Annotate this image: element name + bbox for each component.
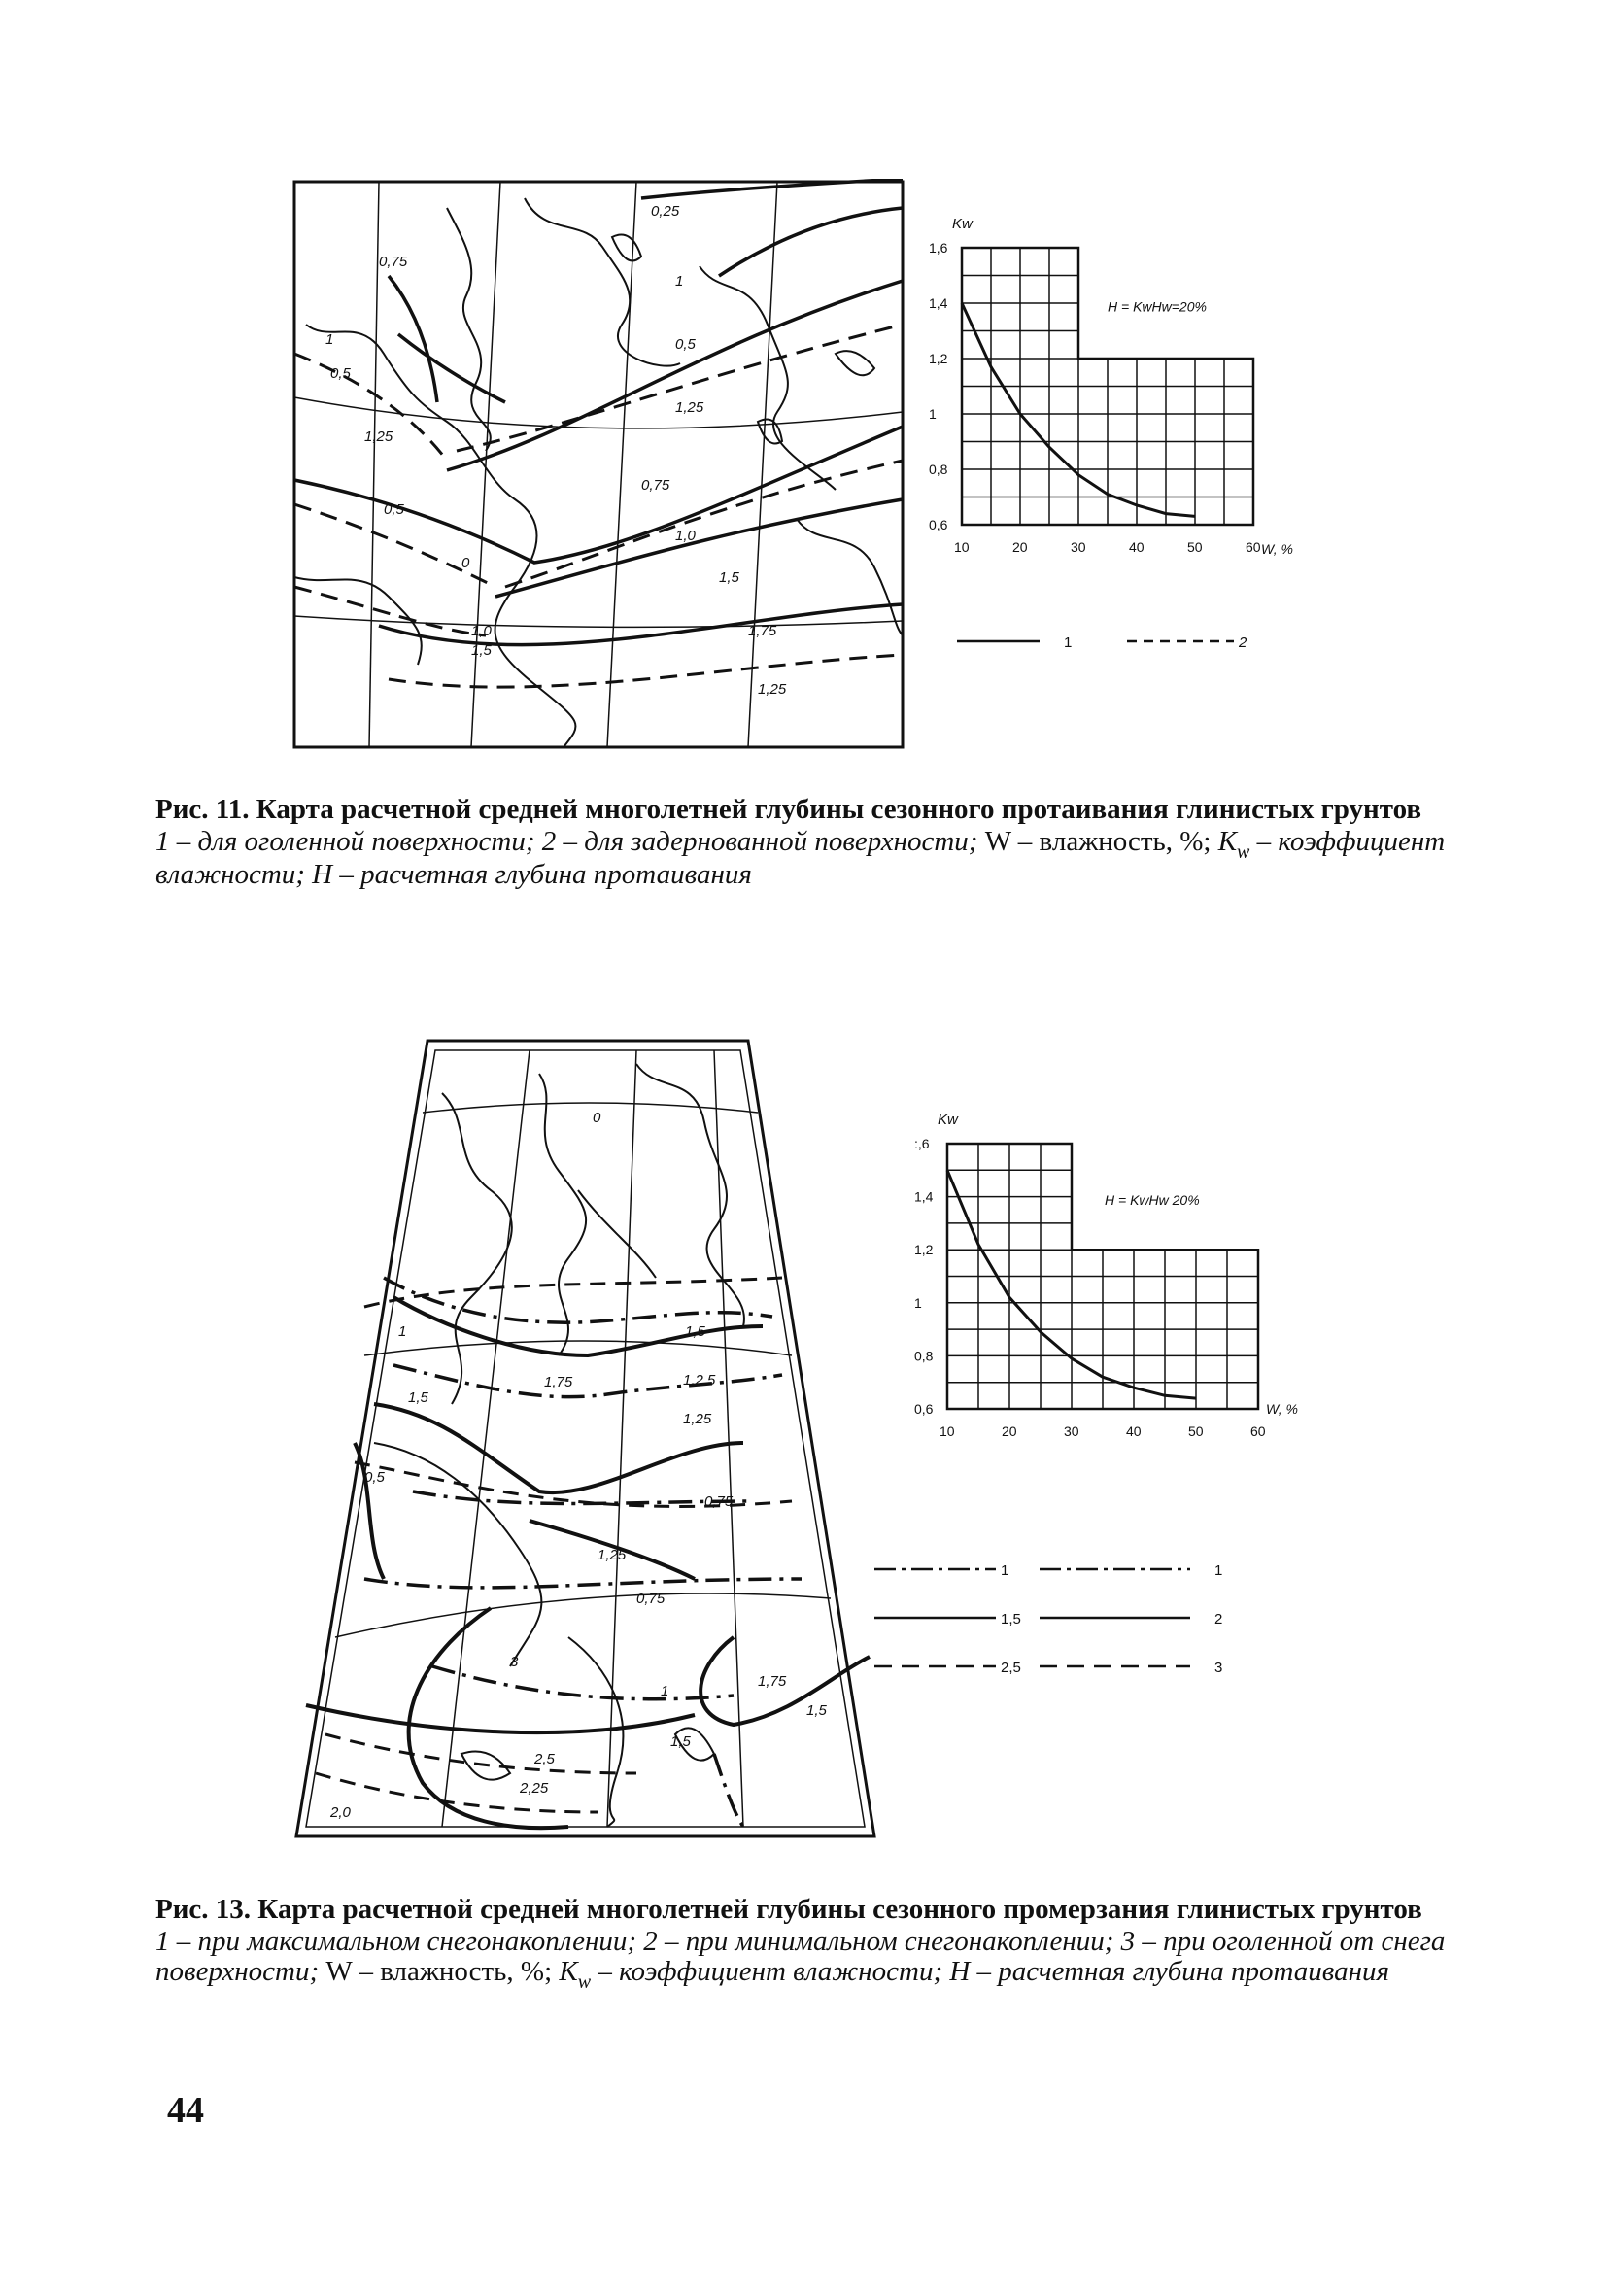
fig11-map-label: 1,5	[471, 642, 492, 659]
fig13-map-label: 1,75	[544, 1374, 573, 1390]
fig13-kw-chart	[889, 1103, 1316, 1472]
x-axis-label: W, %	[1266, 1401, 1298, 1417]
chart-formula: H = KwHw=20%	[1108, 298, 1207, 315]
fig13-map-label: 2,0	[330, 1804, 351, 1821]
fig11-map-label: 1,25	[364, 428, 393, 445]
fig13-legend-k: K	[559, 1956, 578, 1987]
fig13-legend-number: 1	[1214, 1562, 1223, 1579]
x-tick-label: 60	[1246, 539, 1261, 555]
x-tick-label: 20	[1012, 539, 1028, 555]
fig13-map-label: 1,5	[408, 1389, 428, 1406]
fig13-title: Карта расчетной средней многолетней глубины сезонного промерзания глинистых грунтов	[257, 1894, 1422, 1925]
y-tick-label: 1,2	[929, 351, 948, 366]
fig13-map-label: 1,2 5	[683, 1372, 716, 1388]
chart-grid	[962, 248, 1253, 525]
fig13-map-label: 1	[661, 1683, 669, 1699]
fig11-map-label: 1,5	[719, 569, 739, 586]
fig13-map-label: 1	[398, 1323, 407, 1340]
chart-formula: H = KwHw 20%	[1105, 1191, 1200, 1208]
y-axis-label: Kw	[938, 1112, 958, 1128]
fig11-map-label: 0,5	[675, 336, 696, 353]
fig11-map-label: 0	[461, 555, 470, 571]
fig13-map-label: 0,75	[704, 1493, 734, 1510]
fig11-map-label: 0,5	[330, 365, 351, 382]
fig11-legend-k: K	[1217, 826, 1238, 857]
y-tick-label: 0,6	[914, 1401, 934, 1417]
y-tick-label: 1	[914, 1294, 922, 1311]
fig11-map-label: 0,25	[651, 203, 680, 220]
fig11-map-label: 1	[325, 331, 334, 348]
fig11-legend-tail: – коэффициент влажности; H – расчетная глубина протаивания	[155, 826, 1446, 890]
y-axis-label: Kw	[952, 216, 973, 232]
y-tick-label: 1	[929, 406, 937, 422]
fig13-legend-label: 2,5	[1001, 1660, 1021, 1676]
y-tick-label: 1,6	[929, 240, 948, 256]
fig13-map-label: 1,25	[683, 1411, 712, 1427]
fig13-legend-text: 1 – при максимальном снегонакоплении; 2 – при минимальном снегонакоплении; 3 – при оголенной от снега поверхности;	[155, 1926, 1446, 1987]
fig13-map-label: 1,75	[758, 1673, 787, 1690]
fig13-legend-number: 2	[1214, 1611, 1223, 1628]
x-axis-label: W, %	[1261, 541, 1293, 557]
fig13-map-label: 1,25	[598, 1547, 627, 1563]
fig11-legend-label-2: 2	[1239, 634, 1247, 651]
y-tick-label: 0,8	[929, 462, 948, 477]
x-tick-label: 30	[1071, 539, 1086, 555]
fig13-map-label: 0,5	[364, 1469, 385, 1486]
page-number: 44	[167, 2090, 204, 2131]
x-tick-label: 10	[940, 1423, 955, 1439]
fig13-legend-label: 1	[1001, 1562, 1009, 1579]
fig11-map-label: 1,0	[471, 623, 492, 639]
x-tick-label: 50	[1187, 539, 1203, 555]
fig13-map-label: 1,5	[806, 1702, 827, 1719]
fig13-legend-k-sub: w	[577, 1971, 592, 1993]
fig11-map-label: 0,5	[384, 501, 404, 518]
fig13-legend	[870, 1545, 1258, 1691]
x-tick-label: 40	[1126, 1423, 1142, 1439]
fig11-legend-k-sub: w	[1237, 841, 1250, 863]
fig13-map-label: 0,75	[636, 1591, 666, 1607]
fig13-map	[287, 1035, 884, 1843]
x-tick-label: 30	[1064, 1423, 1079, 1439]
x-tick-label: 20	[1002, 1423, 1017, 1439]
fig11-map-label: 1	[675, 273, 684, 290]
fig13-label: Рис. 13.	[155, 1894, 252, 1925]
fig13-legend-w: W – влажность, %;	[325, 1956, 553, 1987]
fig13-legend-label: 1,5	[1001, 1611, 1021, 1628]
x-tick-label: 50	[1188, 1423, 1204, 1439]
fig11-map-label: 0,75	[379, 254, 408, 270]
fig11-map-label: 1,0	[675, 528, 696, 544]
fig11-map-label: 0,75	[641, 477, 670, 494]
fig13-map-label: 1,5	[685, 1323, 705, 1340]
y-tick-label: 0,6	[929, 517, 948, 532]
y-tick-label: 1,4	[914, 1188, 934, 1205]
fig11-map-label: 1,75	[748, 623, 777, 639]
fig11-map	[291, 179, 906, 750]
fig11-map-label: 1,25	[758, 681, 787, 698]
y-tick-label: 1,4	[929, 295, 948, 311]
fig11-legend-w: W – влажность, %;	[984, 826, 1212, 857]
fig11-label: Рис. 11.	[155, 794, 250, 825]
fig11-kw-chart	[913, 194, 1312, 583]
x-tick-label: 60	[1250, 1423, 1266, 1439]
fig13-legend-number: 3	[1214, 1660, 1223, 1676]
fig13-map-label: 2,25	[520, 1780, 549, 1797]
y-tick-label: 1,2	[914, 1242, 934, 1258]
x-tick-label: 10	[954, 539, 970, 555]
fig11-caption	[155, 795, 1448, 890]
fig11-legend	[952, 622, 1263, 661]
chart-grid	[947, 1144, 1258, 1409]
fig11-legend-text: 1 – для оголенной поверхности; 2 – для задернованной поверхности;	[155, 826, 978, 857]
fig13-map-label: 0	[593, 1110, 601, 1126]
fig11-map-label: 1,25	[675, 399, 704, 416]
y-tick-label: 0,8	[914, 1348, 934, 1364]
fig13-map-label: 3	[510, 1654, 519, 1670]
y-tick-label: :,6	[914, 1136, 930, 1151]
fig13-map-label: 2,5	[534, 1751, 555, 1767]
fig11-legend-label-1: 1	[1064, 634, 1073, 651]
fig13-legend-tail: – коэффициент влажности; H – расчетная глубина протаивания	[598, 1956, 1390, 1987]
fig11-title: Карта расчетной средней многолетней глубины сезонного протаивания глинистых грунтов	[256, 794, 1422, 825]
fig13-map-label: 1,5	[670, 1733, 691, 1750]
x-tick-label: 40	[1129, 539, 1145, 555]
fig13-caption	[155, 1894, 1448, 1993]
